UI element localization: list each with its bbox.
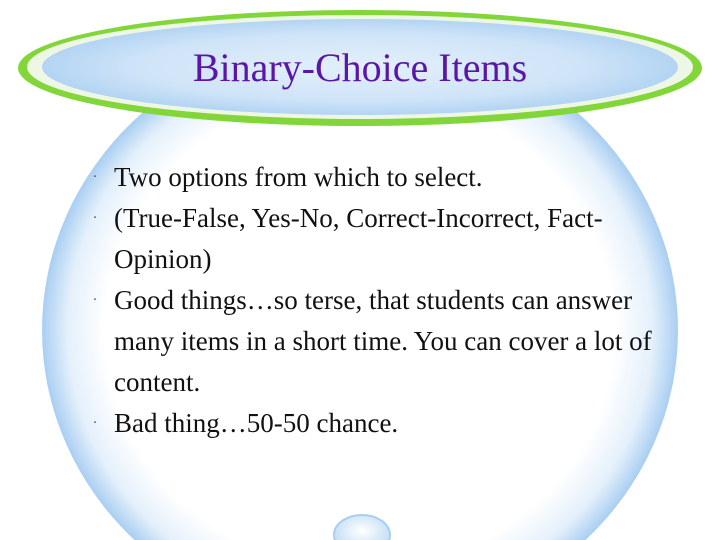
bullet-item — [88, 198, 668, 280]
bullet-text: (True-False, Yes-No, Correct-Incorrect, Fact-Opinion) — [114, 203, 603, 274]
bullet-item — [88, 280, 668, 403]
bullet-icon: · — [92, 415, 98, 431]
bullet-icon: · — [92, 210, 98, 226]
bullet-text: Two options from which to select. — [114, 162, 483, 192]
bullet-item — [88, 403, 668, 444]
bullet-text: Good things…so terse, that students can answer many items in a short time. You can cover a lot of content. — [114, 285, 652, 397]
bullet-list — [88, 157, 668, 444]
bullet-icon: · — [92, 169, 98, 185]
bullet-item — [88, 157, 668, 198]
slide-title: Binary-Choice Items — [192, 45, 528, 90]
bullet-icon: · — [92, 292, 98, 308]
bullet-text: Bad thing…50-50 chance. — [114, 408, 399, 438]
